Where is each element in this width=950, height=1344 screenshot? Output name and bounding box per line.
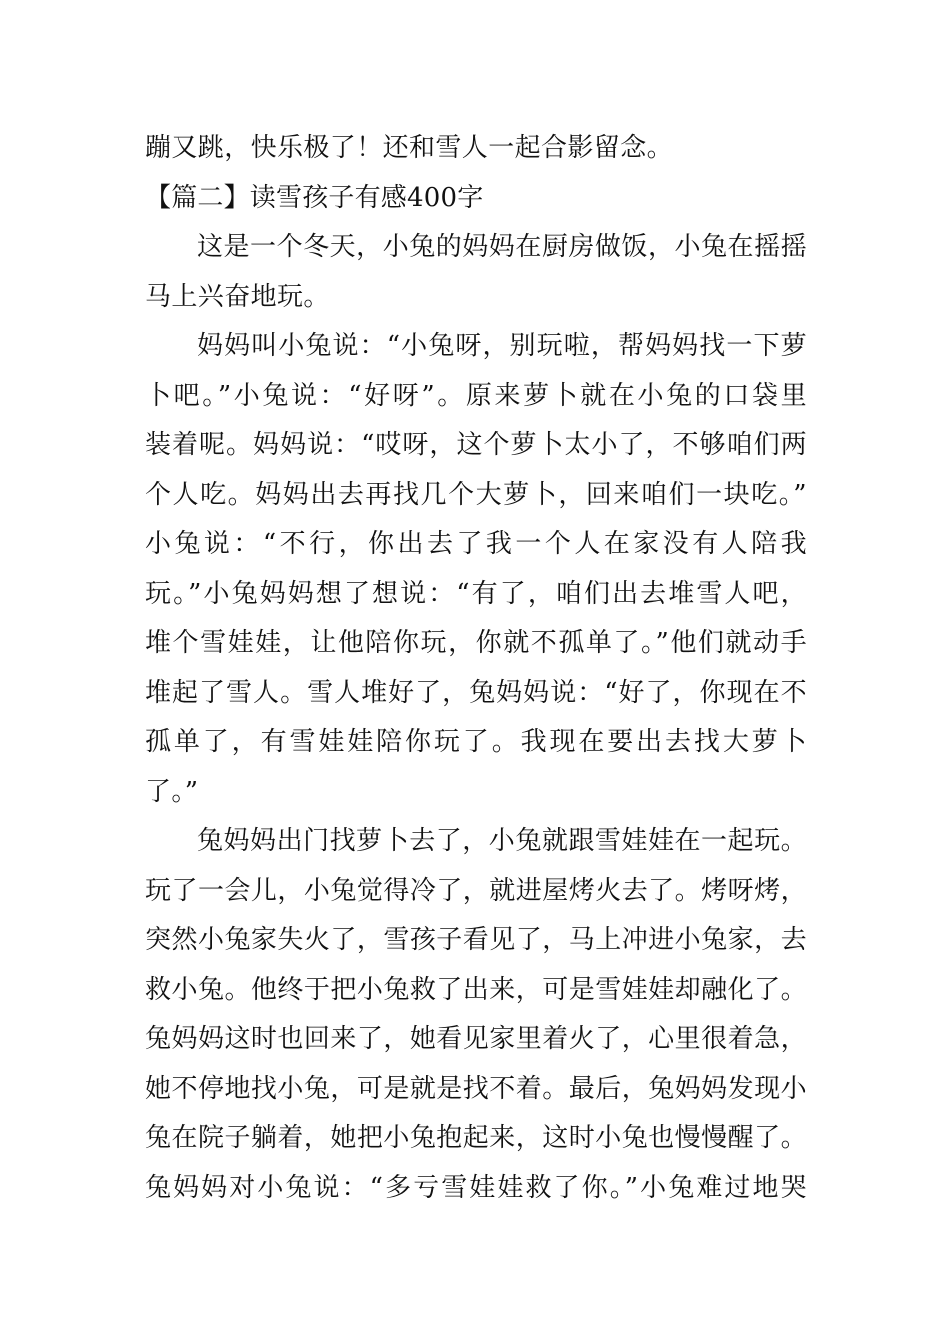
paragraph-line: 卜吧。”小兔说：“好呀”。原来萝卜就在小兔的口袋里	[145, 380, 807, 411]
section-heading: 【篇二】读雪孩子有感400字	[145, 182, 484, 213]
paragraph-line: 突然小兔家失火了，雪孩子看见了，马上冲进小兔家，去	[145, 925, 807, 955]
paragraph-line: 兔在院子躺着，她把小兔抱起来，这时小兔也慢慢醒了。	[145, 1123, 807, 1153]
document-text	[145, 124, 807, 1213]
paragraph-line: 兔妈妈出门找萝卜去了，小兔就跟雪娃娃在一起玩。	[197, 826, 807, 856]
paragraph-line: 孤单了，有雪娃娃陪你玩了。我现在要出去找大萝卜	[145, 727, 807, 757]
paragraph-line: 堆个雪娃娃，让他陪你玩，你就不孤单了。”他们就动手	[145, 628, 807, 658]
paragraph-line: 救小兔。他终于把小兔救了出来，可是雪娃娃却融化了。	[145, 974, 807, 1005]
paragraph-line: 了。”	[145, 776, 199, 807]
paragraph-line: 马上兴奋地玩。	[145, 281, 330, 312]
paragraph-line: 这是一个冬天，小兔的妈妈在厨房做饭，小兔在摇摇	[197, 232, 807, 262]
paragraph-line: 玩。”小兔妈妈想了想说：“有了，咱们出去堆雪人吧，	[145, 578, 807, 609]
paragraph-line: 她不停地找小兔，可是就是找不着。最后，兔妈妈发现小	[145, 1073, 807, 1104]
paragraph-line: 装着呢。妈妈说：“哎呀，这个萝卜太小了，不够咱们两	[145, 430, 807, 460]
paragraph-line: 妈妈叫小兔说：“小兔呀，别玩啦，帮妈妈找一下萝	[197, 331, 807, 361]
paragraph-line: 兔妈妈对小兔说：“多亏雪娃娃救了你。”小兔难过地哭	[145, 1172, 807, 1203]
text-line: 蹦又跳，快乐极了！还和雪人一起合影留念。	[145, 133, 674, 163]
paragraph-line: 玩了一会儿，小兔觉得冷了，就进屋烤火去了。烤呀烤，	[145, 875, 807, 906]
paragraph-line: 堆起了雪人。雪人堆好了，兔妈妈说：“好了，你现在不	[145, 677, 807, 708]
paragraph-line: 小兔说：“不行，你出去了我一个人在家没有人陪我	[145, 529, 807, 559]
paragraph-line: 个人吃。妈妈出去再找几个大萝卜，回来咱们一块吃。”	[145, 479, 807, 510]
paragraph-line: 兔妈妈这时也回来了，她看见家里着火了，心里很着急，	[145, 1024, 807, 1054]
